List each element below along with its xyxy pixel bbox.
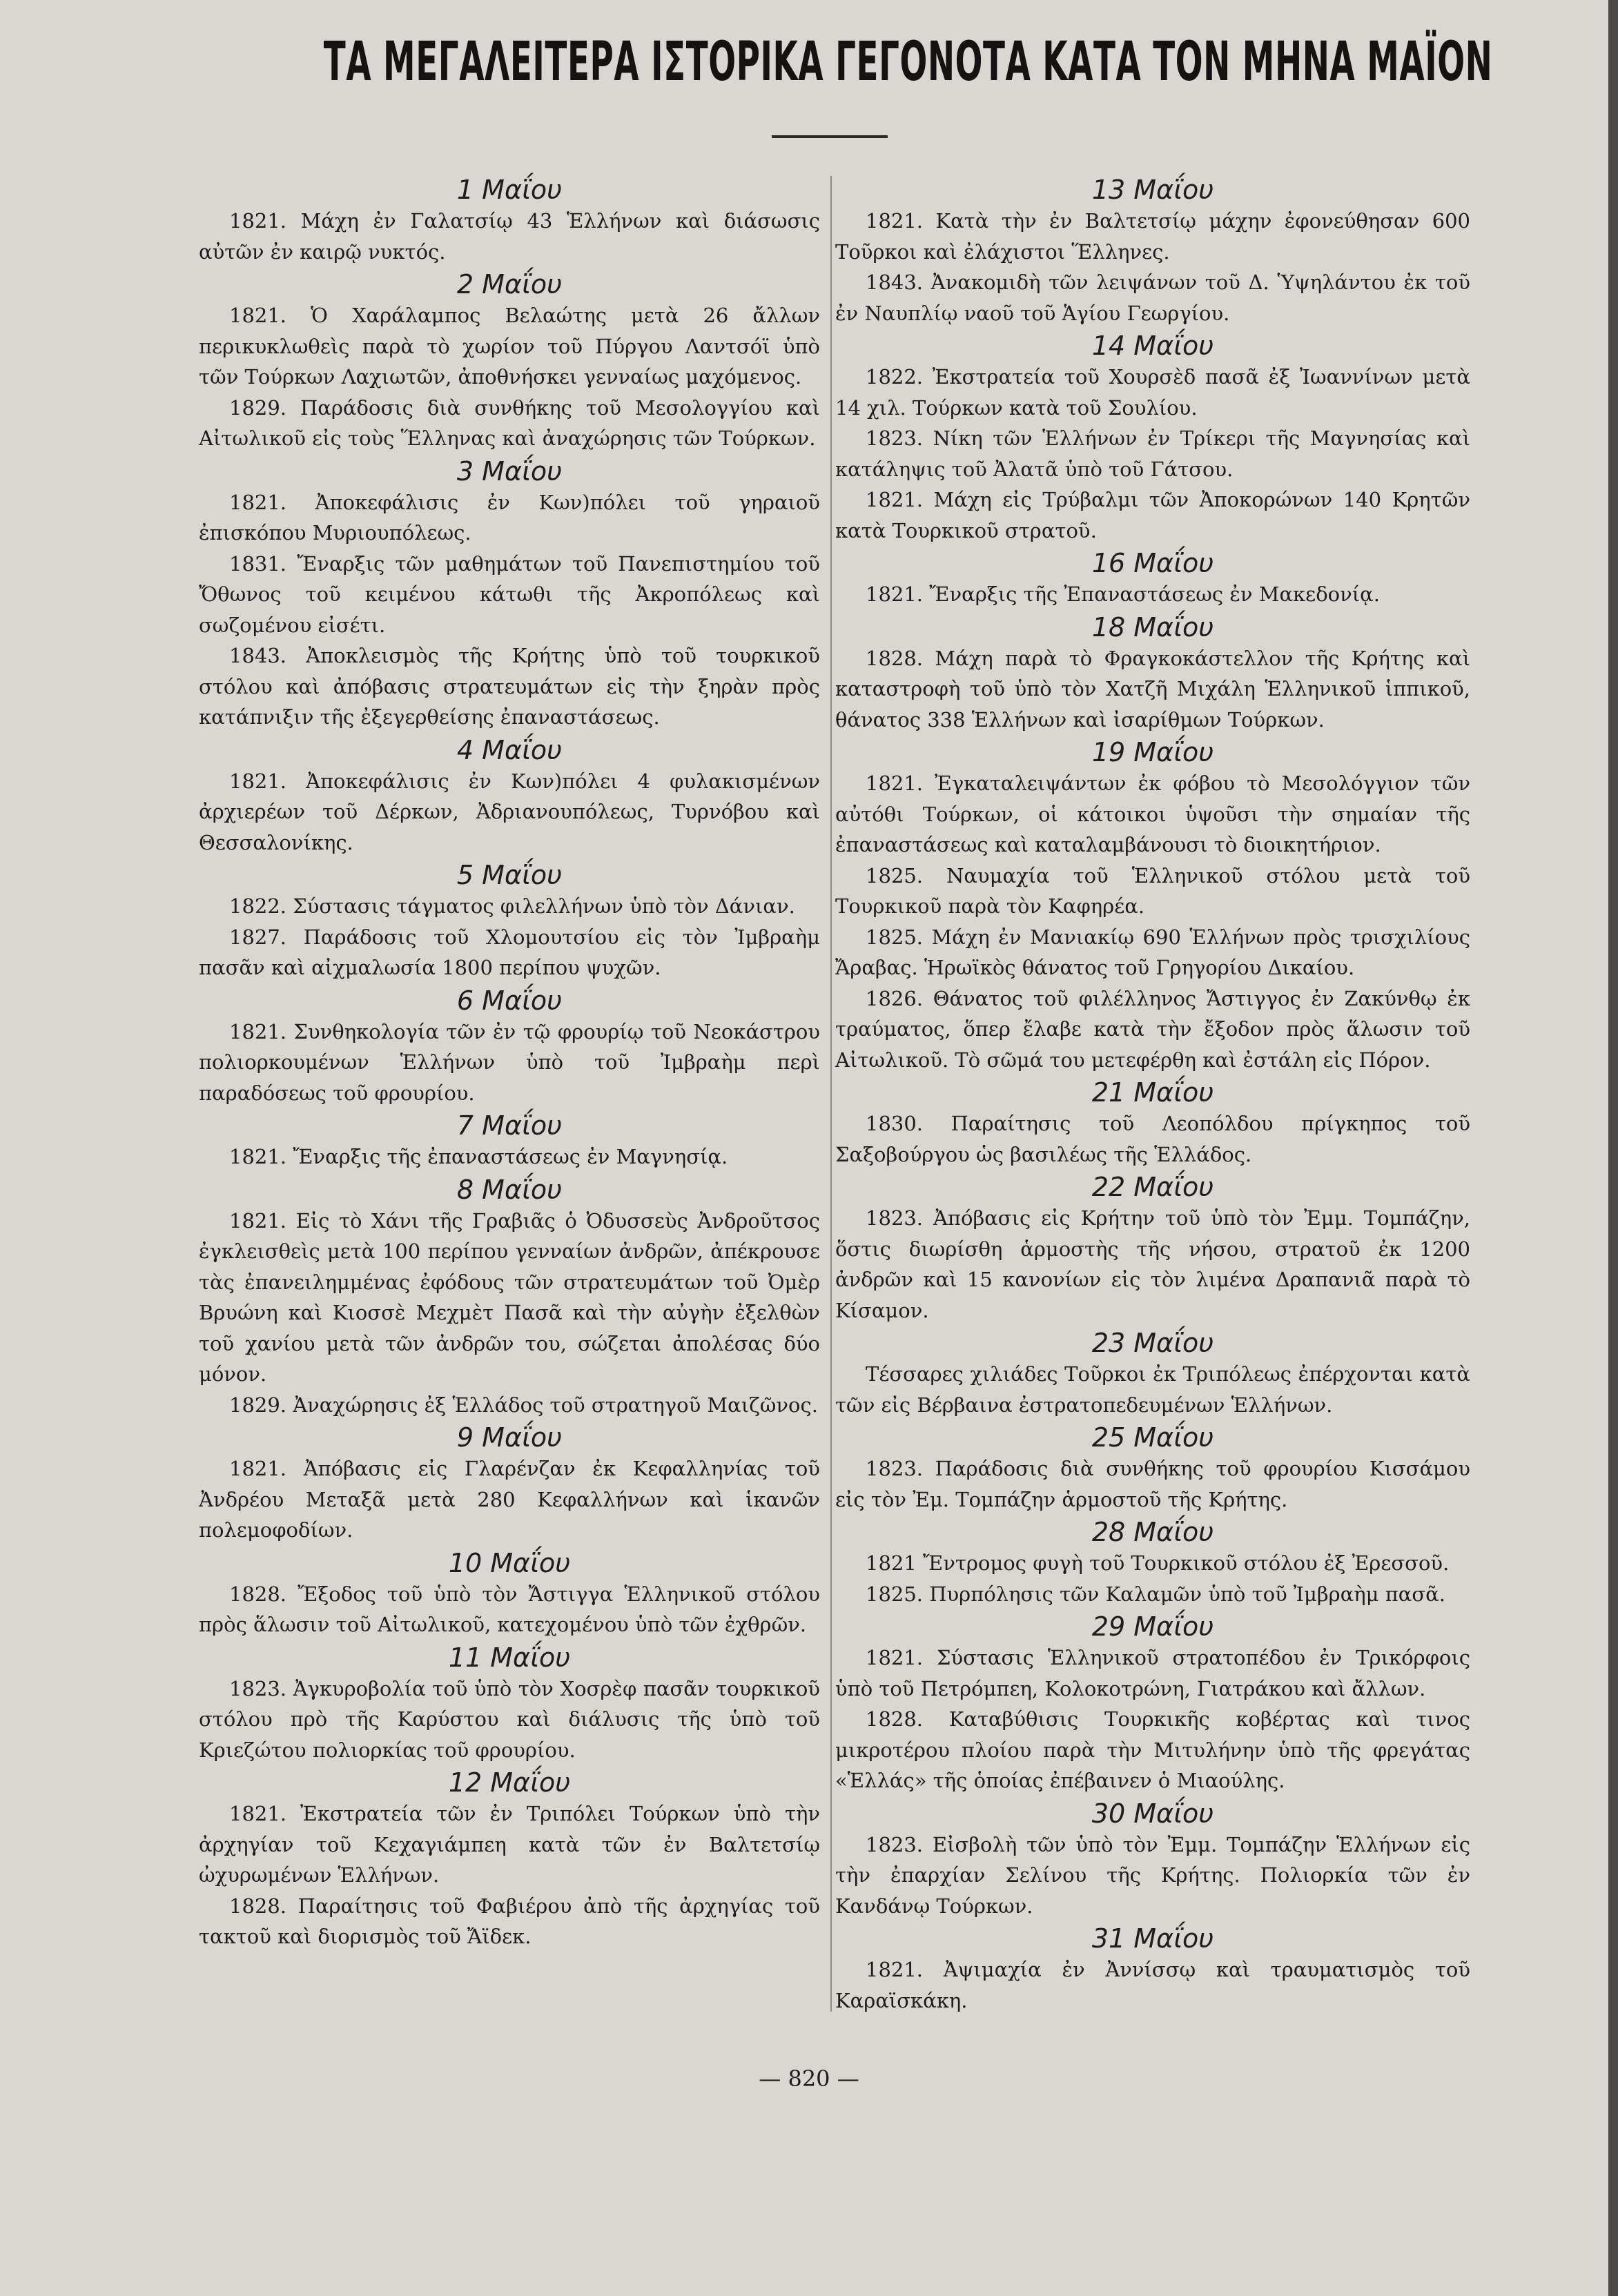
title-rule [772, 135, 888, 138]
event-entry: 1823. Ἀπόβασις εἰς Κρήτην τοῦ ὑπὸ τὸν Ἐμμ. Τομπάζην, ὅστις διωρίσθη ἁρμοστὴς τῆς νήσου, στρατοῦ ἐκ 1200 ἀνδρῶν καὶ 15 κανονίων εἰς τὸν λιμένα Δραπανιᾶ παρὰ τὸ Κίσαμον. [835, 1206, 1470, 1322]
date-heading: 28 Μαΐου [1091, 1517, 1214, 1547]
date-section [835, 1422, 1470, 1515]
left-column [199, 173, 820, 1952]
date-section [199, 985, 820, 1109]
date-heading: 30 Μαΐου [1091, 1798, 1214, 1829]
date-section [835, 1327, 1470, 1420]
event-entry: 1821 Ἔντρομος φυγὴ τοῦ Τουρκικοῦ στόλου ἐξ Ἐρεσσοῦ. [866, 1551, 1450, 1575]
event-entry: 1828. Ἔξοδος τοῦ ὑπὸ τὸν Ἄστιγγα Ἑλληνικοῦ στόλου πρὸς ἅλωσιν τοῦ Αἰτωλικοῦ, κατεχομένου ὑπὸ τῶν ἐχθρῶν. [199, 1582, 820, 1636]
event-entry: 1827. Παράδοσις τοῦ Χλομουτσίου εἰς τὸν Ἰμβραὴμ πασᾶν καὶ αἰχμαλωσία 1800 περίπου ψυχῶν. [199, 925, 820, 979]
date-heading: 7 Μαΐου [456, 1110, 563, 1141]
event-entry: 1829. Παράδοσις διὰ συνθήκης τοῦ Μεσολογγίου καὶ Αἰτωλικοῦ εἰς τοὺς Ἕλληνας καὶ ἀναχώρησις τῶν Τούρκων. [199, 395, 820, 450]
event-entry: 1821. Ὁ Χαράλαμπος Βελαώτης μετὰ 26 ἄλλων περικυκλωθεὶς παρὰ τὸ χωρίον τοῦ Πύργου Λαντσόϊ ὑπὸ τῶν Τούρκων Λαχιωτῶν, ἀποθνήσκει γενναίως μαχόμενος. [199, 304, 820, 389]
date-section [835, 1171, 1470, 1326]
date-section [835, 1077, 1470, 1170]
date-section [199, 1110, 820, 1172]
date-heading: 29 Μαΐου [1091, 1611, 1214, 1642]
date-section [835, 736, 1470, 1075]
event-entry: 1821. Μάχη ἐν Γαλατσίῳ 43 Ἑλλήνων καὶ διάσωσις αὐτῶν ἐν καιρῷ νυκτός. [199, 209, 820, 264]
event-entry: 1823. Νίκη τῶν Ἑλλήνων ἐν Τρίκερι τῆς Μαγνησίας καὶ κατάληψις τοῦ Ἀλατᾶ ὑπὸ τοῦ Γάτσου. [835, 426, 1470, 481]
date-section [835, 611, 1470, 736]
event-entry: 1828. Παραίτησις τοῦ Φαβιέρου ἀπὸ τῆς ἀρχηγίας τοῦ τακτοῦ καὶ διορισμὸς τοῦ Ἄϊδεκ. [199, 1894, 820, 1948]
event-entry: 1843. Ἀνακομιδὴ τῶν λειψάνων τοῦ Δ. Ὑψηλάντου ἐκ τοῦ ἐν Ναυπλίῳ ναοῦ τοῦ Ἁγίου Γεωργίου. [835, 271, 1470, 325]
date-section [199, 1174, 820, 1421]
date-heading: 22 Μαΐου [1091, 1172, 1214, 1202]
date-heading: 11 Μαΐου [448, 1642, 571, 1673]
event-entry: 1821. Κατὰ τὴν ἐν Βαλτετσίῳ μάχην ἐφονεύθησαν 600 Τοῦρκοι καὶ ἐλάχιστοι Ἕλληνες. [835, 209, 1470, 264]
date-section [199, 859, 820, 983]
date-section [835, 174, 1470, 328]
date-section [835, 1798, 1470, 1922]
event-entry: 1825. Ναυμαχία τοῦ Ἑλληνικοῦ στόλου μετὰ τοῦ Τουρκικοῦ παρὰ τὸν Καφηρέα. [835, 863, 1470, 918]
event-entry: 1822. Ἐκστρατεία τοῦ Χουρσὲδ πασᾶ ἐξ Ἰωαννίνων μετὰ 14 χιλ. Τούρκων κατὰ τοῦ Σουλίου. [835, 365, 1470, 420]
date-section [835, 547, 1470, 610]
date-heading: 2 Μαΐου [456, 269, 563, 300]
date-heading: 16 Μαΐου [1091, 548, 1214, 578]
date-heading: 6 Μαΐου [456, 985, 563, 1016]
event-entry: 1826. Θάνατος τοῦ φιλέλληνος Ἄστιγγος ἐν Ζακύνθῳ ἐκ τραύματος, ὅπερ ἔλαβε κατὰ τὴν ἔξοδον πρὸς ἅλωσιν τοῦ Αἰτωλικοῦ. Τὸ σῶμά του μετεφέρθη καὶ ἐστάλη εἰς Πόρον. [835, 986, 1470, 1072]
date-heading: 14 Μαΐου [1091, 331, 1214, 361]
event-entry: 1831. Ἔναρξις τῶν μαθημάτων τοῦ Πανεπιστημίου τοῦ Ὄθωνος τοῦ κειμένου κάτωθι τῆς Ἀκροπόλεως καὶ σωζομένου εἰσέτι. [199, 551, 820, 637]
event-entry: 1821. Συνθηκολογία τῶν ἐν τῷ φρουρίῳ τοῦ Νεοκάστρου πολιορκουμένων Ἑλλήνων ὑπὸ τοῦ Ἰμβραὴμ περὶ παραδόσεως τοῦ φρουρίου. [199, 1019, 820, 1105]
event-entry: 1843. Ἀποκλεισμὸς τῆς Κρήτης ὑπὸ τοῦ τουρκικοῦ στόλου καὶ ἀπόβασις στρατευμάτων εἰς τὴν ξηρὰν πρὸς κατάπνιξιν τῆς ἐξεγερθείσης ἐπαναστάσεως. [199, 644, 820, 729]
event-entry: 1822. Σύστασις τάγματος φιλελλήνων ὑπὸ τὸν Δάνιαν. [229, 894, 795, 918]
date-section [199, 174, 820, 267]
event-entry: 1830. Παραίτησις τοῦ Λεοπόλδου πρίγκηπος τοῦ Σαξοβούργου ὡς βασιλέως τῆς Ἑλλάδος. [835, 1112, 1470, 1166]
date-heading: 18 Μαΐου [1091, 611, 1214, 642]
event-entry: 1825. Πυρπόλησις τῶν Καλαμῶν ὑπὸ τοῦ Ἰμβραὴμ πασᾶ. [866, 1582, 1445, 1606]
event-entry: 1821. Ἐκστρατεία τῶν ἐν Τριπόλει Τούρκων ὑπὸ τὴν ἀρχηγίαν τοῦ Κεχαγιάμπεη κατὰ τῶν ἐν Βαλτετσίῳ ὠχυρωμένων Ἑλλήνων. [199, 1802, 820, 1887]
date-heading: 10 Μαΐου [448, 1547, 571, 1578]
date-heading: 3 Μαΐου [456, 455, 563, 487]
date-heading: 4 Μαΐου [456, 734, 563, 765]
event-entry: 1821. Μάχη εἰς Τρύβαλμι τῶν Ἀποκορώνων 140 Κρητῶν κατὰ Τουρκικοῦ στρατοῦ. [835, 488, 1470, 542]
date-heading: 12 Μαΐου [448, 1767, 571, 1798]
date-section [199, 1547, 820, 1640]
event-entry: Τέσσαρες χιλιάδες Τοῦρκοι ἐκ Τριπόλεως ἐπέρχονται κατὰ τῶν εἰς Βέρβαινα ἐστρατοπεδευμένων Ἑλλήνων. [835, 1362, 1470, 1417]
date-heading: 13 Μαΐου [1091, 175, 1214, 205]
scan-edge [1608, 0, 1618, 2296]
date-section [199, 1642, 820, 1766]
column-divider [830, 176, 832, 2012]
date-heading: 31 Μαΐου [1091, 1923, 1214, 1954]
date-heading: 23 Μαΐου [1091, 1328, 1214, 1358]
date-section [199, 1767, 820, 1952]
event-entry: 1821. Ἀπόβασις εἰς Γλαρένζαν ἐκ Κεφαλληνίας τοῦ Ἀνδρέου Μεταξᾶ μετὰ 280 Κεφαλλήνων καὶ ἱκανῶν πολεμοφοδίων. [199, 1457, 820, 1542]
date-heading: 8 Μαΐου [456, 1174, 563, 1205]
event-entry: 1828. Καταβύθισις Τουρκικῆς κοβέρτας καὶ τινος μικροτέρου πλοίου παρὰ τὴν Μιτυλήνην ὑπὸ τῆς φρεγάτας «Ἑλλάς» τῆς ὁποίας ἐπέβαινεν ὁ Μιαούλης. [835, 1707, 1470, 1792]
event-entry: 1823. Ἀγκυροβολία τοῦ ὑπὸ τὸν Χοσρὲφ πασᾶν τουρκικοῦ στόλου πρὸ τῆς Καρύστου καὶ διάλυσις τῆς ὑπὸ τοῦ Κριεζώτου πολιορκίας τοῦ φρουρίου. [199, 1676, 820, 1762]
event-entry: 1823. Εἰσβολὴ τῶν ὑπὸ τὸν Ἐμμ. Τομπάζην Ἑλλήνων εἰς τὴν ἐπαρχίαν Σελίνου τῆς Κρήτης. Πολιορκία τῶν ἐν Κανδάνῳ Τούρκων. [835, 1832, 1470, 1918]
date-section [199, 1422, 820, 1546]
event-entry: 1821. Ἀποκεφάλισις ἐν Κων)πόλει 4 φυλακισμένων ἀρχιερέων τοῦ Δέρκων, Ἀδριανουπόλεως, Τυρνόβου καὶ Θεσσαλονίκης. [199, 769, 820, 854]
date-section [199, 734, 820, 858]
date-heading: 21 Μαΐου [1091, 1077, 1214, 1108]
date-heading: 1 Μαΐου [456, 175, 563, 205]
date-section [199, 268, 820, 454]
right-column [835, 173, 1470, 2016]
date-heading: 9 Μαΐου [456, 1422, 563, 1453]
event-entry: 1829. Ἀναχώρησις ἐξ Ἑλλάδος τοῦ στρατηγοῦ Μαιζῶνος. [229, 1393, 818, 1417]
event-entry: 1821. Ἀψιμαχία ἐν Ἀννίσσῳ καὶ τραυματισμὸς τοῦ Καραϊσκάκη. [835, 1958, 1470, 2012]
date-section [835, 1516, 1470, 1609]
date-section [835, 1611, 1470, 1796]
event-entry: 1821. Εἰς τὸ Χάνι τῆς Γραβιᾶς ὁ Ὀδυσσεὺς Ἀνδροῦτσος ἐγκλεισθεὶς μετὰ 100 περίπου γενναίων ἀνδρῶν, ἀπέκρουσε τὰς ἐπανειλημμένας ἐφόδους τῶν στρατευμάτων τοῦ Ὀμὲρ Βρυώνη καὶ Κιοσσὲ Μεχμὲτ Πασᾶ καὶ τὴν αὐγὴν ἐξελθὼν τοῦ χανίου μετὰ τῶν ἀνδρῶν του, σώζεται ἀπολέσας δύο μόνον. [199, 1208, 820, 1386]
date-section [835, 1923, 1470, 2016]
date-heading: 5 Μαΐου [456, 860, 563, 890]
date-heading: 25 Μαΐου [1091, 1422, 1214, 1453]
event-entry: 1828. Μάχη παρὰ τὸ Φραγκοκάστελλον τῆς Κρήτης καὶ καταστροφὴ τοῦ ὑπὸ τὸν Χατζῆ Μιχάλη Ἑλληνικοῦ ἱππικοῦ, θάνατος 338 Ἑλλήνων καὶ ἰσαρίθμων Τούρκων. [835, 646, 1470, 732]
date-section [835, 330, 1470, 546]
event-entry: 1821. Ἔναρξις τῆς ἐπαναστάσεως ἐν Μαγνησίᾳ. [229, 1145, 728, 1168]
event-entry: 1821. Ἀποκεφάλισις ἐν Κων)πόλει τοῦ γηραιοῦ ἐπισκόπου Μυριουπόλεως. [199, 490, 820, 544]
event-entry: 1821. Ἔναρξις τῆς Ἐπαναστάσεως ἐν Μακεδονίᾳ. [866, 582, 1380, 606]
event-entry: 1825. Μάχη ἐν Μανιακίῳ 690 Ἑλλήνων πρὸς τρισχιλίους Ἄραβας. Ἡρωϊκὸς θάνατος τοῦ Γρηγορίου Δικαίου. [835, 925, 1470, 979]
event-entry: 1821. Ἐγκαταλειψάντων ἐκ φόβου τὸ Μεσολόγγιον τῶν αὐτόθι Τούρκων, οἱ κάτοικοι ὑψοῦσι τὴν σημαίαν τῆς ἐπαναστάσεως καὶ καταλαμβάνουσι τὸ διοικητήριον. [835, 772, 1470, 856]
event-entry: 1823. Παράδοσις διὰ συνθήκης τοῦ φρουρίου Κισσάμου εἰς τὸν Ἐμ. Τομπάζην ἁρμοστοῦ τῆς Κρήτης. [835, 1457, 1470, 1511]
date-heading: 19 Μαΐου [1091, 737, 1214, 767]
date-section [199, 455, 820, 733]
page-title: ΤΑ ΜΕΓΑΛΕΙΤΕΡΑ ΙΣΤΟΡΙΚΑ ΓΕΓΟΝΟΤΑ ΚΑΤΑ ΤΟΝ ΜΗΝΑ ΜΑΪΟΝ [323, 31, 1493, 93]
event-entry: 1821. Σύστασις Ἑλληνικοῦ στρατοπέδου ἐν Τρικόρφοις ὑπὸ τοῦ Πετρόμπεη, Κολοκοτρώνη, Γιατράκου καὶ ἄλλων. [835, 1646, 1470, 1700]
page-number: — 820 — [759, 2066, 859, 2092]
